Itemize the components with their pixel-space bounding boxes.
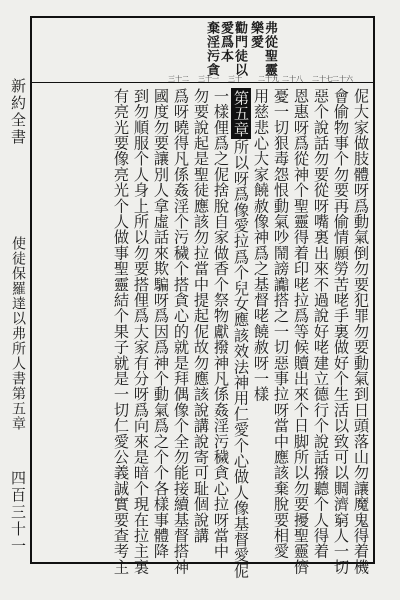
text-line-10: 爲呀曉得凡係姦淫个污穢个搭貪心的就是拜偶像个全勿能接續基督搭神 xyxy=(172,88,190,575)
chapter-heading: 第五章 xyxy=(232,90,250,138)
header-line-3: 棄淫污貪 xyxy=(204,21,219,77)
verse-note: 二十八 xyxy=(282,75,303,83)
chapter-line-text: 所以呀爲像愛拉爲个兒女應該效法神用仁愛个心做人像基督愛伲 xyxy=(232,139,250,579)
text-line-2: 會偷物事个勿要再偷情願勞苦咾手裏做好个生活以致可以賙濟窮人一切 xyxy=(332,88,350,575)
chapter-reference: 使徒保羅達以弗所人書第五章 xyxy=(10,236,26,431)
page-number: 四百三十一 xyxy=(9,470,27,555)
text-line-8: 一樣俚爲之伲捨脫自家做香个祭物獻撥神凡係姦淫污穢貪心拉呀當中 xyxy=(212,88,230,559)
chapter-line xyxy=(231,88,250,579)
text-line-4: 恩惠呀爲從神个聖靈得着印咾拉爲等候贖出來个日脚所以勿要擾聖靈儕 xyxy=(292,88,310,575)
verse-note: 三十一 xyxy=(198,75,219,83)
verse-note: 三十 xyxy=(228,75,242,83)
header-line-2: 愛爲本 xyxy=(218,21,233,63)
text-line-9: 勿要說起是聖徒應該勿拉當中提起伲故勿應該說講說寄可耻個說講 xyxy=(192,88,210,544)
verse-note: 二十七 xyxy=(312,75,333,83)
text-line-6: 用慈悲心大家饒赦像神爲之基督咾饒赦呀一樣 xyxy=(252,88,270,402)
header-line-5: 樂愛 xyxy=(248,21,263,49)
verse-note: 三十二 xyxy=(168,75,189,83)
verse-note: 二十六 xyxy=(332,75,353,83)
text-line-1: 伲大家做肢體呀爲動氣倒勿要犯罪勿要動氣到日頭落山勿讓魔鬼得着機 xyxy=(352,88,370,575)
header-line-1: 勸門徒以 xyxy=(232,21,247,77)
verse-note: 二十九 xyxy=(258,75,279,83)
book-title: 新約全書 xyxy=(9,78,27,146)
text-line-3: 惡个說話勿要從呀嘴裏出來不過說好咾建立德行个說話撥聽个人得着 xyxy=(312,88,330,559)
header-line-4: 弗從聖靈 xyxy=(262,21,277,77)
text-frame xyxy=(30,16,375,579)
text-line-13: 有亮光要像亮光个人做事聖靈結个果子就是一切仁愛公義誠實要查考主 xyxy=(112,88,130,575)
text-line-5: 憂一切狠毒怨恨動氣吵鬧謗讟搭之一切惡事拉呀當中應該棄脫要相愛 xyxy=(272,88,290,559)
text-line-12: 到勿順服个人身上所以勿要搭俚爲大家有分呀爲向來是暗个現在拉主裏 xyxy=(132,88,150,575)
text-line-11: 國度勿要讓別人拿虛話來欺騙呀爲因爲神个動氣爲之个个各樣事體降 xyxy=(152,88,170,559)
